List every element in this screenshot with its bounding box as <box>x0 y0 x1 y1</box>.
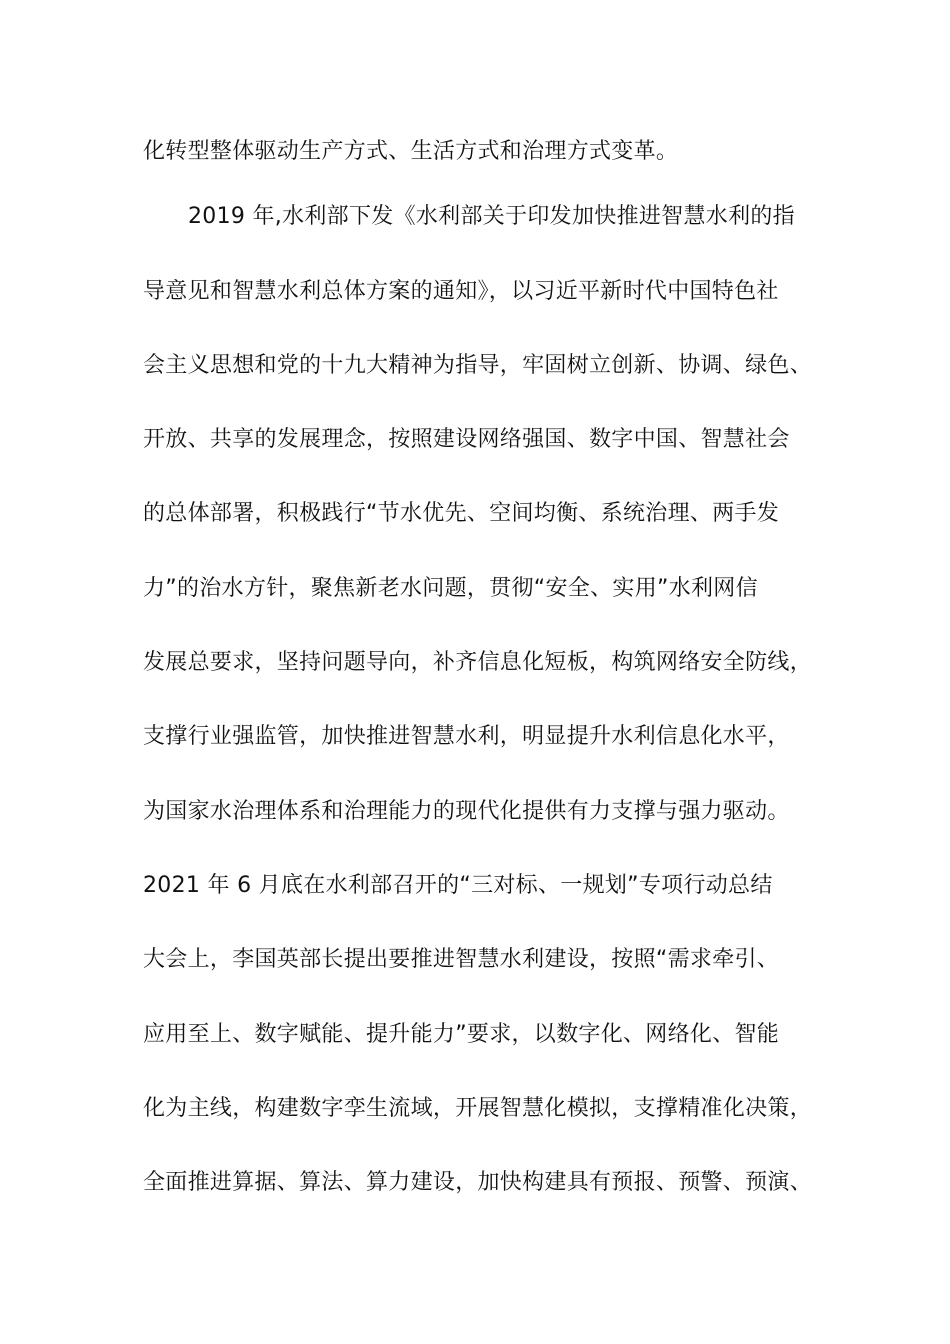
text-line: 2021 年 6 月底在水利部召开的“三对标、一规划”专项行动总结 <box>143 873 773 898</box>
text-line: 发展总要求，坚持问题导向，补齐信息化短板，构筑网络安全防线， <box>143 650 813 675</box>
text-line: 化转型整体驱动生产方式、生活方式和治理方式变革。 <box>143 139 679 164</box>
text-line: 力”的治水方针，聚焦新老水问题，贯彻“安全、实用”水利网信 <box>143 576 758 601</box>
text-line: 全面推进算据、算法、算力建设，加快构建具有预报、预警、预演、 <box>143 1170 813 1195</box>
text-line: 导意见和智慧水利总体方案的通知》，以习近平新时代中国特色社 <box>143 279 779 304</box>
text-line: 开放、共享的发展理念，按照建设网络强国、数字中国、智慧社会 <box>143 427 790 452</box>
text-line: 大会上，李国英部长提出要推进智慧水利建设，按照“需求牵引、 <box>143 947 780 972</box>
text-line: 支撑行业强监管，加快推进智慧水利，明显提升水利信息化水平， <box>143 724 790 749</box>
text-line: 2019 年,水利部下发《水利部关于印发加快推进智慧水利的指 <box>188 204 795 229</box>
text-line: 的总体部署，积极践行“节水优先、空间均衡、系统治理、两手发 <box>143 501 780 526</box>
text-line: 为国家水治理体系和治理能力的现代化提供有力支撑与强力驱动。 <box>143 799 790 824</box>
text-line: 应用至上、数字赋能、提升能力”要求，以数字化、网络化、智能 <box>143 1022 780 1047</box>
text-line: 会主义思想和党的十九大精神为指导，牢固树立创新、协调、绿色、 <box>143 353 813 378</box>
text-line: 化为主线，构建数字孪生流域，开展智慧化模拟，支撑精准化决策， <box>143 1096 813 1121</box>
